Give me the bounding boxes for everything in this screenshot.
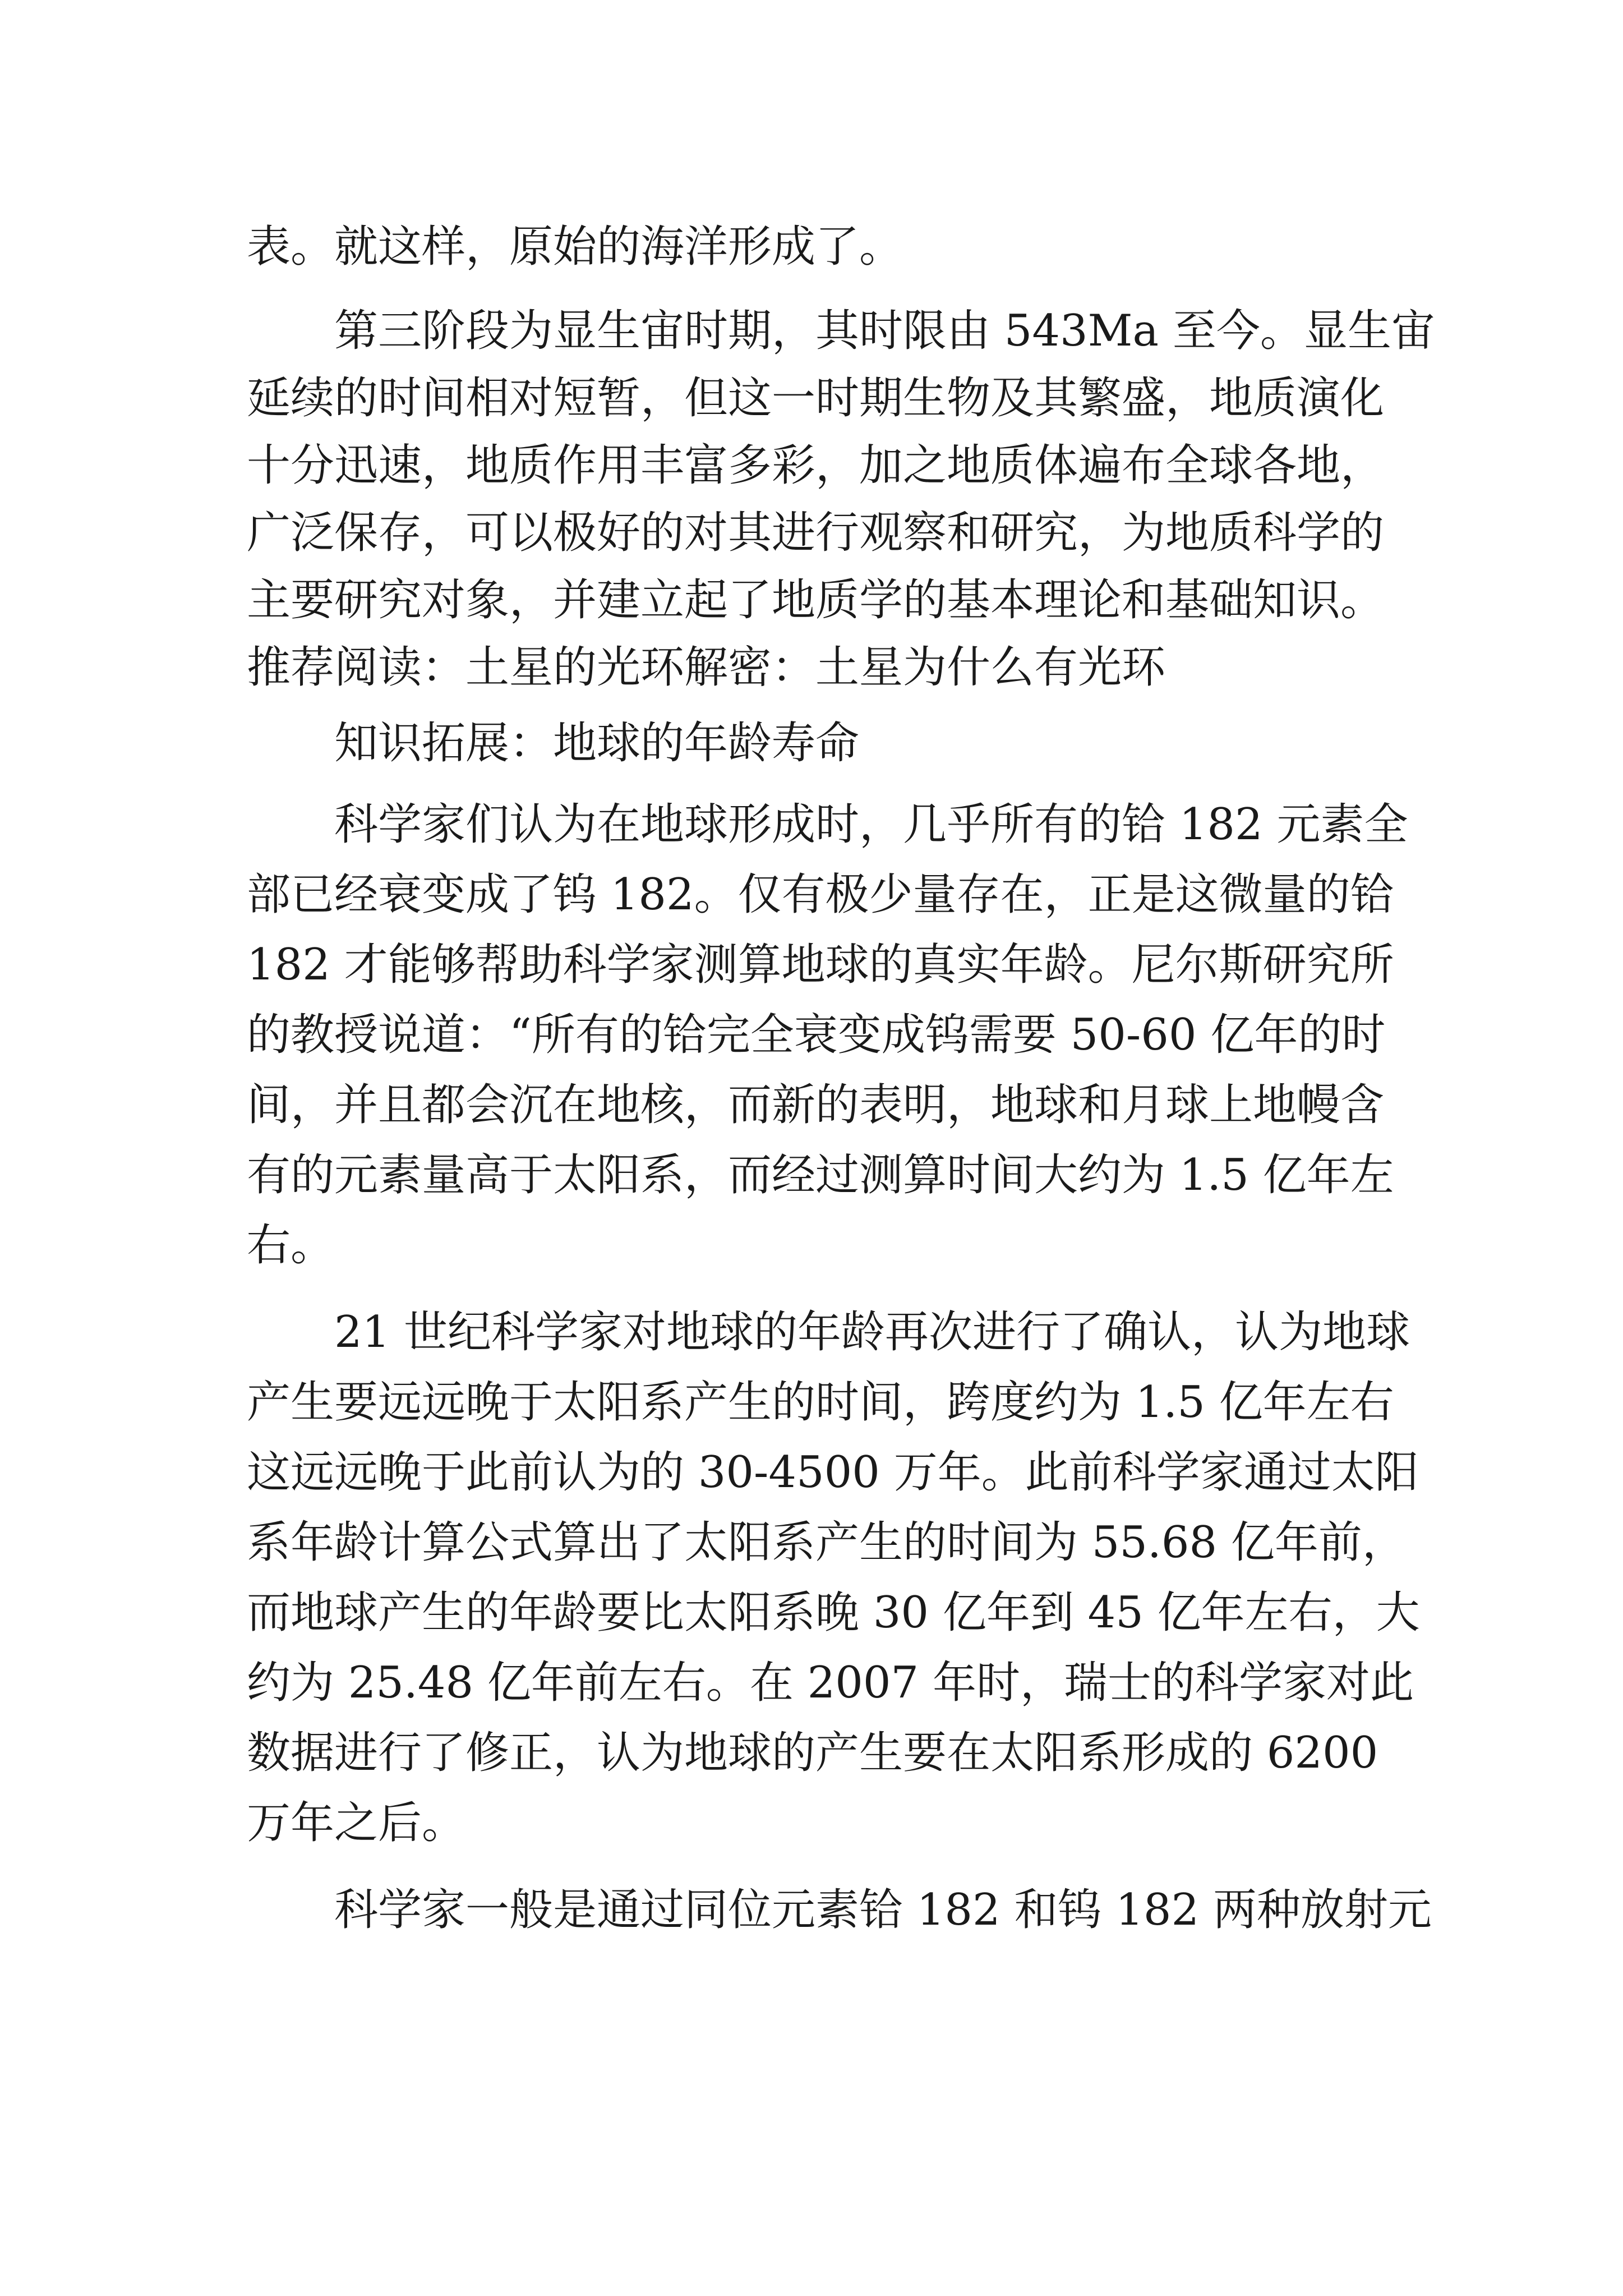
paragraph-line: 间，并且都会沉在地核，而新的表明，地球和月球上地幔含 [247, 1080, 1385, 1130]
paragraph-line: 第三阶段为显生宙时期，其时限由 543Ma 至今。显生宙 [334, 306, 1435, 356]
paragraph-line: 数据进行了修正，认为地球的产生要在太阳系形成的 6200 [247, 1728, 1378, 1778]
paragraph-line: 21 世纪科学家对地球的年龄再次进行了确认，认为地球 [334, 1307, 1410, 1358]
paragraph-line: 广泛保存，可以极好的对其进行观察和研究，为地质科学的 [247, 508, 1385, 558]
paragraph-line: 延续的时间相对短暂，但这一时期生物及其繁盛，地质演化 [247, 373, 1385, 424]
paragraph-line: 科学家们认为在地球形成时，几乎所有的铪 182 元素全 [334, 799, 1408, 850]
paragraph-line: 产生要远远晚于太阳系产生的时间，跨度约为 1.5 亿年左右 [247, 1377, 1394, 1428]
section-heading: 知识拓展：地球的年龄寿命 [334, 718, 860, 769]
paragraph-line: 而地球产生的年龄要比太阳系晚 30 亿年到 45 亿年左右，大 [247, 1588, 1420, 1638]
paragraph-line: 万年之后。 [247, 1798, 466, 1848]
paragraph-line: 这远远晚于此前认为的 30-4500 万年。此前科学家通过太阳 [247, 1447, 1419, 1498]
paragraph-line: 右。 [247, 1220, 335, 1271]
recommended-reading: 推荐阅读：土星的光环解密：土星为什么有光环 [247, 642, 1166, 693]
paragraph-line: 部已经衰变成了钨 182。仅有极少量存在，正是这微量的铪 [247, 869, 1394, 920]
paragraph-line: 有的元素量高于太阳系，而经过测算时间大约为 1.5 亿年左 [247, 1150, 1394, 1200]
paragraph-line: 的教授说道：“所有的铪完全衰变成钨需要 50-60 亿年的时 [247, 1010, 1386, 1060]
paragraph-line: 系年龄计算公式算出了太阳系产生的时间为 55.68 亿年前， [247, 1517, 1406, 1568]
paragraph-line: 主要研究对象，并建立起了地质学的基本理论和基础知识。 [247, 575, 1385, 625]
paragraph-line: 约为 25.48 亿年前左右。在 2007 年时，瑞士的科学家对此 [247, 1658, 1414, 1708]
paragraph-line: 十分迅速，地质作用丰富多彩，加之地质体遍布全球各地， [247, 440, 1385, 491]
paragraph-line: 表。就这样，原始的海洋形成了。 [247, 222, 903, 272]
paragraph-line: 科学家一般是通过同位元素铪 182 和钨 182 两种放射元 [334, 1885, 1432, 1935]
paragraph-line: 182 才能够帮助科学家测算地球的真实年龄。尼尔斯研究所 [247, 940, 1394, 990]
